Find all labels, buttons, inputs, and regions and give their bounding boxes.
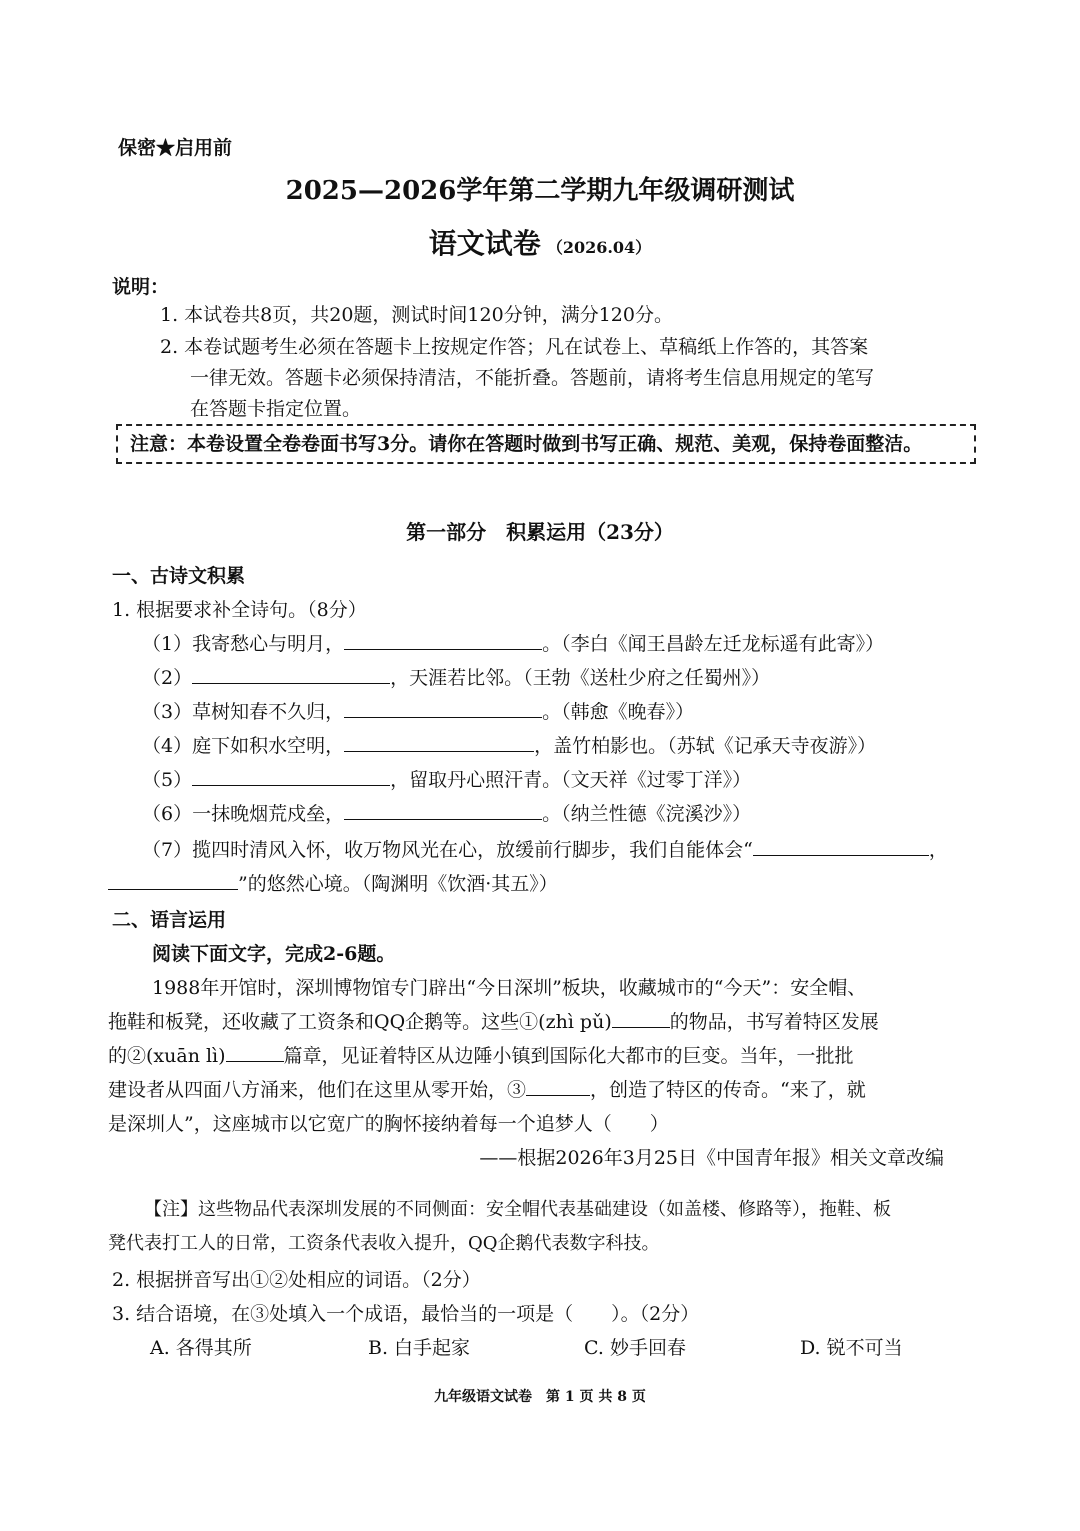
answer-blank[interactable] [753, 837, 929, 856]
answer-blank[interactable] [344, 699, 542, 718]
passage-line-3: 的②(xuān lì) 篇章，见证着特区从边陲小镇到国际化大都市的巨变。当年，一批批 [108, 1045, 854, 1067]
passage-line-5: 是深圳人”，这座城市以它宽广的胸怀接纳着每一个追梦人（ ） [108, 1113, 669, 1135]
poem-item-4: （4）庭下如积水空明， ，盖竹柏影也。（苏轼《记承天寺夜游》） [142, 735, 877, 757]
passage-line-2: 拖鞋和板凳，还收藏了工资条和QQ企鹅等。这些①(zhì pǔ) 的物品，书写着特区发展 [108, 1011, 879, 1033]
question-1: 1. 根据要求补全诗句。（8分） [112, 599, 367, 621]
option-d[interactable]: D. 锐不可当 [800, 1337, 903, 1359]
answer-blank[interactable] [344, 631, 542, 650]
subtitle-text: 语文试卷 [428, 227, 541, 260]
section-ancient-poetry: 一、古诗文积累 [112, 565, 246, 587]
note-line-2: 凳代表打工人的日常，工资条代表收入提升，QQ企鹅代表数字科技。 [108, 1233, 660, 1254]
option-a[interactable]: A. 各得其所 [150, 1337, 252, 1359]
poem-item-3: （3）草树知春不久归， 。（韩愈《晚春》） [142, 701, 695, 723]
exam-title: 2025—2026学年第二学期九年级调研测试 [285, 176, 795, 206]
confidential-label: 保密★启用前 [118, 137, 233, 159]
answer-blank[interactable] [526, 1077, 590, 1096]
question-3: 3. 结合语境，在③处填入一个成语，最恰当的一项是（ ）。（2分） [112, 1303, 700, 1325]
option-b[interactable]: B. 白手起家 [368, 1337, 471, 1359]
passage-line-4: 建设者从四面八方涌来，他们在这里从零开始，③ ，创造了特区的传奇。“来了，就 [108, 1079, 866, 1101]
poem-item-1: （1）我寄愁心与明月， 。（李白《闻王昌龄左迁龙标遥有此寄》） [142, 633, 885, 655]
answer-blank[interactable] [612, 1009, 670, 1028]
poem-item-7-line-2: ”的悠然心境。（陶渊明《饮酒·其五》） [108, 869, 558, 896]
instruction-item-1: 1. 本试卷共8页，共20题，测试时间120分钟，满分120分。 [160, 304, 673, 326]
instruction-item-2-line-1: 2. 本卷试题考生必须在答题卡上按规定作答；凡在试卷上、草稿纸上作答的，其答案 [160, 336, 869, 358]
answer-blank[interactable] [226, 1043, 284, 1062]
poem-item-5: （5） ，留取丹心照汗青。（文天祥《过零丁洋》） [142, 769, 752, 791]
page-footer: 九年级语文试卷 第 1 页 共 8 页 [434, 1389, 646, 1405]
option-c[interactable]: C. 妙手回春 [584, 1337, 686, 1359]
question-2: 2. 根据拼音写出①②处相应的词语。（2分） [112, 1269, 481, 1291]
answer-blank[interactable] [108, 871, 238, 890]
subtitle-date: （2026.04） [546, 238, 652, 257]
answer-blank[interactable] [344, 733, 534, 752]
reading-prompt: 阅读下面文字，完成2-6题。 [152, 943, 396, 965]
answer-blank[interactable] [192, 665, 390, 684]
instruction-item-2-line-2: 一律无效。答题卡必须保持清洁，不能折叠。答题前，请将考生信息用规定的笔写 [190, 367, 875, 389]
poem-item-7-line-1: （7）揽四时清风入怀，收万物风光在心，放缓前行脚步，我们自能体会“ ， [142, 839, 948, 861]
note-line-1: 【注】这些物品代表深圳发展的不同侧面：安全帽代表基础建设（如盖楼、修路等），拖鞋、板 [144, 1199, 891, 1220]
poem-item-6: （6）一抹晚烟荒戍垒， 。（纳兰性德《浣溪沙》） [142, 803, 752, 825]
passage-source: ——根据2026年3月25日《中国青年报》相关文章改编 [479, 1147, 944, 1169]
section-language-use: 二、语言运用 [112, 909, 227, 931]
answer-blank[interactable] [344, 801, 542, 820]
instructions-heading: 说明： [112, 276, 170, 298]
exam-subtitle [0, 222, 1080, 262]
answer-blank[interactable] [192, 767, 390, 786]
part-one-title: 第一部分 积累运用（23分） [406, 520, 674, 544]
poem-item-2: （2） ，天涯若比邻。（王勃《送杜少府之任蜀州》） [142, 667, 771, 689]
instruction-item-2-line-3: 在答题卡指定位置。 [190, 398, 362, 420]
notice-box: 注意：本卷设置全卷卷面书写3分。请你在答题时做到书写正确、规范、美观，保持卷面整洁。 [116, 424, 976, 464]
passage-line-1: 1988年开馆时，深圳博物馆专门辟出“今日深圳”板块，收藏城市的“今天”：安全帽、 [152, 977, 867, 999]
